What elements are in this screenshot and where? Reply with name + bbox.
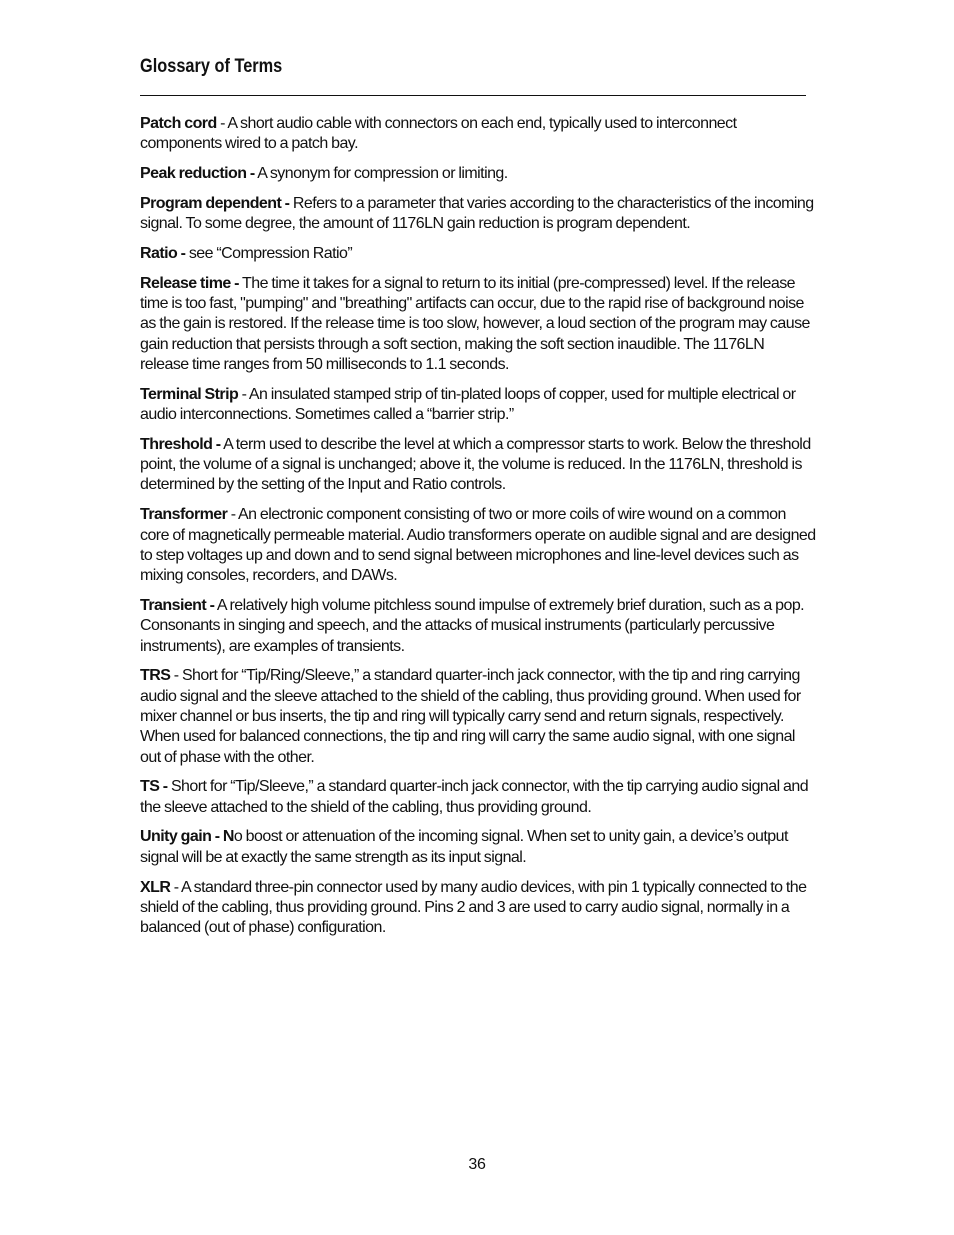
glossary-definition: o boost or attenuation of the incoming signal. When set to unity gain, a device’s output signal will be at exactly the same strength as its input signal. (140, 828, 788, 866)
glossary-term: Peak reduction - (140, 165, 255, 183)
glossary-definition: An electronic component consisting of two or more coils of wire wound on a common core of magnetically permeable material. Audio transformers operate on audible signal and are designed to step voltages up and down and to send signal between microphones and line-level devices such as mixing consoles, recorders, and DAWs. (140, 506, 816, 585)
glossary-page (140, 56, 816, 948)
glossary-term: TRS (140, 667, 171, 685)
glossary-entry-ts (140, 777, 816, 818)
glossary-entry-patch-cord (140, 114, 816, 155)
term-separator: - (238, 385, 249, 403)
glossary-term: TS - (140, 778, 168, 796)
glossary-definition: Refers to a parameter that varies according to the characteristics of the incoming signal. To some degree, the amount of 1176LN gain reduction is program dependent. (140, 194, 814, 233)
glossary-definition: A standard three-pin connector used by many audio devices, with pin 1 typically connected to the shield of the cabling, thus providing ground. Pins 2 and 3 are used to carry audio signal, normally in a balanced (out of phase) configuration. (140, 878, 807, 937)
glossary-entry-ratio (140, 244, 816, 264)
glossary-entry-trs (140, 666, 816, 767)
glossary-term: XLR (140, 878, 171, 896)
glossary-entry-transformer (140, 505, 816, 586)
glossary-term: Unity gain - N (140, 828, 234, 846)
glossary-entry-unity-gain (140, 827, 816, 868)
title-divider (140, 95, 806, 96)
term-separator: - (170, 878, 182, 896)
glossary-entry-peak-reduction (140, 164, 816, 184)
glossary-term: Ratio - (140, 244, 186, 262)
glossary-entry-program-dependent (140, 194, 816, 235)
glossary-term: Program dependent - (140, 194, 290, 212)
page-title: Glossary of Terms (140, 56, 283, 77)
glossary-term: Transformer (140, 506, 228, 524)
term-separator: - (216, 115, 228, 132)
glossary-definition: see “Compression Ratio” (188, 244, 353, 262)
glossary-entry-release-time (140, 274, 816, 375)
glossary-definition: Short for “Tip/Sleeve,” a standard quarter-inch jack connector, with the tip carrying audio signal and the sleeve attached to the shield of the cabling, thus providing ground. (140, 778, 809, 816)
glossary-term: Terminal Strip (140, 385, 239, 403)
glossary-definition: A short audio cable with connectors on each end, typically used to interconnect components wired to a patch bay. (140, 115, 737, 153)
term-separator: - (170, 667, 182, 685)
glossary-entry-transient (140, 596, 816, 657)
term-separator: - (227, 506, 239, 524)
page-number: 36 (468, 1156, 486, 1173)
glossary-definition: Short for “Tip/Ring/Sleeve,” a standard quarter-inch jack connector, with the tip and ring carrying audio signal and the sleeve attached to the shield of the cabling, thus providing ground. When used for mixer channel or bus inserts, the tip and ring will typically carry send and return signals, respectively. When used for balanced connections, the tip and ring will carry the same audio signal, with one signal out of phase with the other. (140, 667, 801, 766)
glossary-definition: A term used to describe the level at which a compressor starts to work. Below the threshold point, the volume of a signal is unchanged; above it, the volume is reduced. In the 1176LN, threshold is determined by the setting of the Input and Ratio controls. (140, 435, 811, 494)
glossary-definition: A relatively high volume pitchless sound impulse of extremely brief duration, such as a pop. Consonants in singing and speech, and the attacks of musical instruments (particularly percussive instruments), are examples of transients. (140, 596, 805, 655)
glossary-list (140, 114, 816, 938)
glossary-definition: An insulated stamped strip of tin-plated loops of copper, used for multiple electrical or audio interconnections. Sometimes called a “barrier strip.” (140, 385, 796, 424)
glossary-definition: A synonym for compression or limiting. (257, 165, 508, 183)
glossary-term: Transient - (140, 596, 215, 614)
glossary-definition: The time it takes for a signal to return to its initial (pre-compressed) level. If the release time is too fast, "pumping" and "breathing" artifacts can occur, due to the rapid rise of background noise as the gain is restored. If the release time is too slow, however, a loud section of the program may cause gain reduction that persists through a soft section, making the soft section inaudible. The 1176LN release time ranges from 50 milliseconds to 1.1 seconds. (140, 274, 810, 373)
glossary-term: Threshold - (140, 435, 221, 453)
glossary-entry-terminal-strip (140, 385, 816, 426)
glossary-entry-xlr (140, 878, 816, 939)
glossary-term: Patch cord (140, 115, 217, 132)
glossary-entry-threshold (140, 435, 816, 496)
glossary-term: Release time - (140, 274, 239, 292)
